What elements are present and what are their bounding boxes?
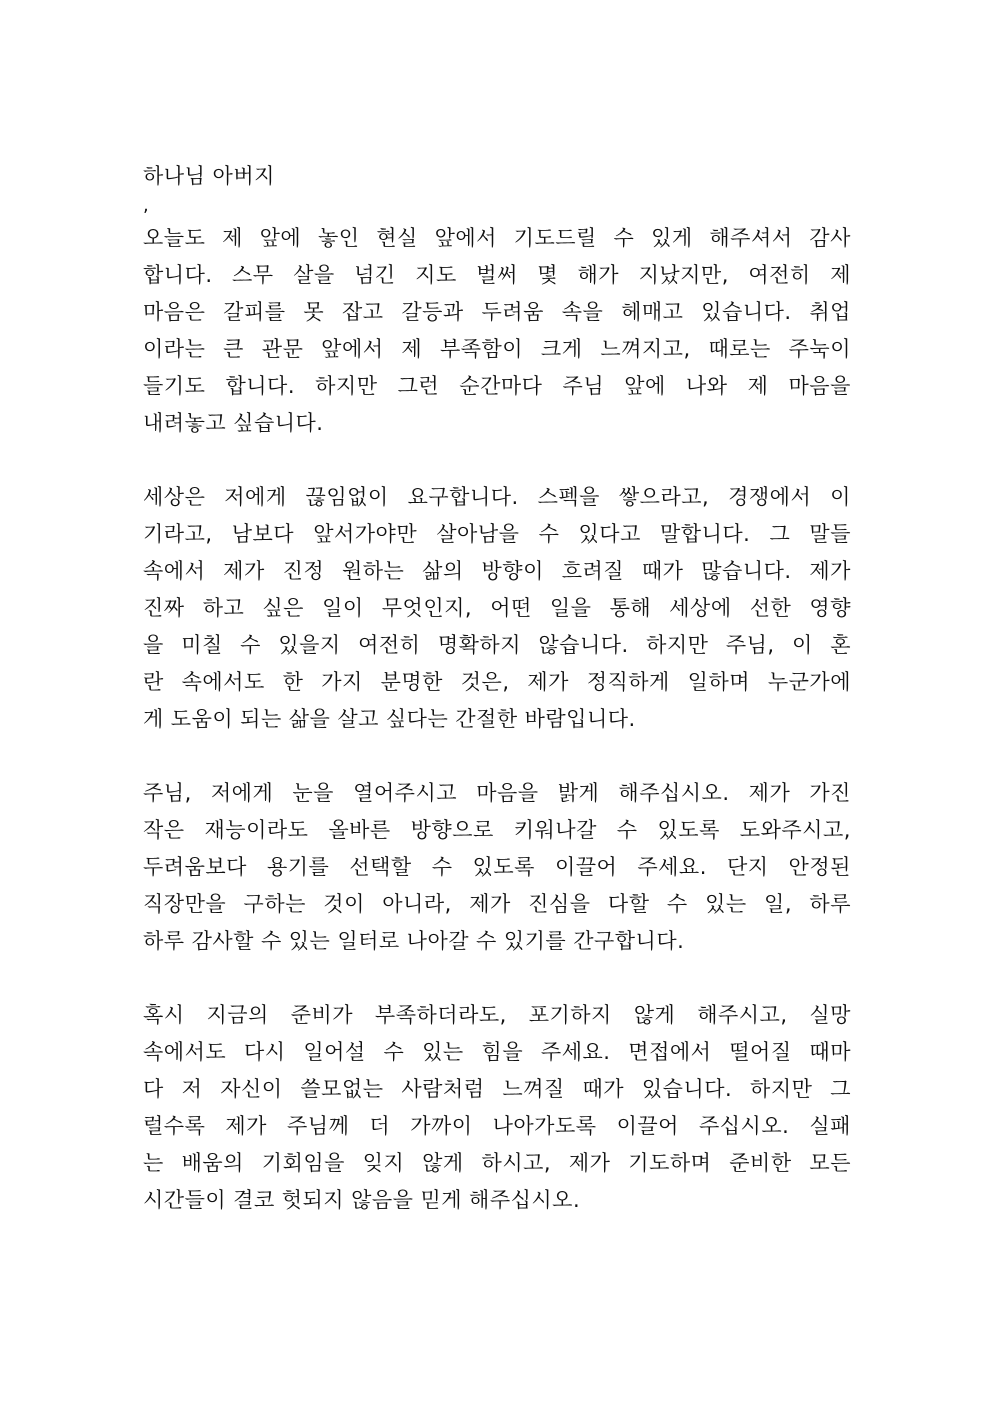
word: 살을 [293, 263, 335, 287]
word: 때가 [582, 1077, 625, 1101]
word: 모든 [809, 1151, 851, 1175]
word: 수 [666, 892, 688, 916]
word: 자신이 [220, 1077, 283, 1101]
word: 많습니다. [701, 559, 792, 583]
word: 그 [830, 1077, 851, 1101]
word: 는 [143, 1151, 164, 1175]
word: 않게 [422, 1151, 464, 1175]
word: 간절한 [455, 707, 518, 731]
text-line [143, 1071, 851, 1108]
text-line [143, 1108, 851, 1145]
word: 제가 [527, 670, 569, 694]
word: 감사 [809, 226, 851, 250]
word: 을 [143, 633, 164, 657]
word: 갈등과 [401, 300, 464, 324]
word: 미칠 [181, 633, 223, 657]
text-line [143, 516, 851, 553]
word: 것은, [460, 670, 510, 694]
word: 수 [538, 522, 560, 546]
word: 관문 [261, 337, 304, 361]
word: 제 [401, 337, 423, 361]
paragraph-gap [143, 738, 851, 775]
text-line [143, 1145, 851, 1182]
paragraph-list [143, 220, 851, 1219]
word: 준비가 [290, 1003, 354, 1027]
word: 수 [383, 1040, 405, 1064]
word: 바람입니다. [524, 707, 636, 731]
word: 경쟁에서 [728, 485, 812, 509]
word: 다 [143, 1077, 164, 1101]
word: 시간들이 [143, 1188, 227, 1212]
word: 넘긴 [354, 263, 396, 287]
word: 합니다. [143, 263, 213, 287]
word: 앞에 [259, 226, 302, 250]
word: 수 [476, 929, 497, 953]
word: 오늘도 [143, 226, 206, 250]
word: 진짜 [143, 596, 185, 620]
word: 하고 [202, 596, 245, 620]
word: 게 [143, 707, 164, 731]
word: 주님, [143, 781, 192, 805]
word: 느껴지고, [600, 337, 691, 361]
word: 앞에서 [434, 226, 497, 250]
word: 나아가도록 [492, 1114, 597, 1138]
word: 기회임을 [261, 1151, 345, 1175]
word: 때마 [809, 1040, 851, 1064]
word: 못 [303, 300, 325, 324]
word: 있기를 [503, 929, 567, 953]
word: 하루 [143, 929, 185, 953]
word: 몇 [537, 263, 559, 287]
word: 정직하게 [586, 670, 670, 694]
word: 수 [260, 929, 282, 953]
word: 주십시오. [698, 1114, 790, 1138]
word: 있게 [651, 226, 693, 250]
word: 결코 [233, 1188, 275, 1212]
word: 마음은 [143, 300, 206, 324]
word: 아니라, [382, 892, 452, 916]
word: 어떤 [490, 596, 532, 620]
word: 순간마다 [459, 374, 543, 398]
word: 여전히 [358, 633, 421, 657]
word: 놓인 [317, 226, 360, 250]
word: 흐려질 [561, 559, 625, 583]
word: 제가 [809, 559, 851, 583]
word: 무엇인지, [381, 596, 473, 620]
word: 하루 [809, 892, 851, 916]
word: 때가 [641, 559, 684, 583]
word: 방향이 [481, 559, 544, 583]
paragraph-gap [143, 442, 851, 479]
word: 해주셔서 [709, 226, 793, 250]
word: 눈을 [292, 781, 334, 805]
word: 하지만 [750, 1077, 813, 1101]
word: 제 [830, 263, 851, 287]
word: 도움이 [170, 707, 234, 731]
word: 수 [240, 633, 261, 657]
word: 영향 [809, 596, 851, 620]
text-line [143, 257, 851, 294]
paragraph-gap [143, 960, 851, 997]
word: 실망 [809, 1003, 851, 1027]
word: 속에서도 [181, 670, 265, 694]
word: 하지만 [315, 374, 378, 398]
word: 수 [613, 226, 635, 250]
word: 하지만 [646, 633, 709, 657]
word: 명확하지 [437, 633, 521, 657]
word: 있습니다. [641, 1077, 733, 1101]
word: 구하는 [243, 892, 306, 916]
word: 제가 [568, 1151, 611, 1175]
word: 있다고 [578, 522, 641, 546]
word: 떨어질 [729, 1040, 792, 1064]
word: 준비한 [729, 1151, 792, 1175]
word: 내려놓고 [143, 411, 227, 435]
word: 더 [369, 1114, 391, 1138]
word: 말합니다. [660, 522, 751, 546]
word: 선택할 [349, 855, 412, 879]
word: 제 [222, 226, 243, 250]
word: 럴수록 [143, 1114, 206, 1138]
word: 감사할 [191, 929, 254, 953]
word: 진정 [282, 559, 325, 583]
word: 면접에서 [628, 1040, 712, 1064]
word: 기도드릴 [513, 226, 597, 250]
word: 저에게 [224, 485, 287, 509]
word: 안정된 [788, 855, 851, 879]
word: 열어주시고 [353, 781, 458, 805]
word: 있습니다. [701, 300, 792, 324]
word: 앞에서 [321, 337, 384, 361]
word: 방향으로 [410, 818, 494, 842]
word: 일, [764, 892, 793, 916]
word: 일터로 [337, 929, 400, 953]
word: 있도록 [657, 818, 720, 842]
word: 속에서 [143, 559, 206, 583]
word: 주님, [725, 633, 775, 657]
word: 해가 [577, 263, 620, 287]
word: 마음을 [476, 781, 539, 805]
text-line [143, 220, 851, 257]
word: 가진 [809, 781, 851, 805]
text-line [143, 331, 851, 368]
word: 저 [181, 1077, 203, 1101]
word: 크게 [540, 337, 583, 361]
text-line [143, 1034, 851, 1071]
text-line [143, 1182, 851, 1219]
word: 이 [792, 633, 813, 657]
word: 있는 [705, 892, 747, 916]
title-comma: , [143, 195, 149, 216]
text-line [143, 849, 851, 886]
word: 합니다. [225, 374, 296, 398]
word: 스무 [232, 263, 274, 287]
word: 제가 [225, 1114, 267, 1138]
word: 다할 [607, 892, 650, 916]
text-line [143, 368, 851, 405]
word: 해주십시오. [469, 1188, 581, 1212]
word: 현실 [376, 226, 418, 250]
word: 사람처럼 [401, 1077, 485, 1101]
word: 취업 [809, 300, 851, 324]
word: 혼 [830, 633, 851, 657]
word: 있을지 [278, 633, 341, 657]
word: 수 [431, 855, 453, 879]
word: 수 [616, 818, 638, 842]
word: 않게 [633, 1003, 676, 1027]
word: 저에게 [210, 781, 274, 805]
word: 통해 [609, 596, 652, 620]
word: 한 [282, 670, 304, 694]
word: 속을 [561, 300, 604, 324]
word: 이끌어 [554, 855, 618, 879]
word: 기도하며 [628, 1151, 712, 1175]
word: 않음을 [351, 1188, 414, 1212]
word: 올바른 [328, 818, 391, 842]
word: 해주십시오. [618, 781, 730, 805]
word: 나와 [685, 374, 728, 398]
word: 간구합니다. [573, 929, 685, 953]
text-line [143, 775, 851, 812]
text-line [143, 997, 851, 1034]
word: 일을 [549, 596, 592, 620]
word: 삶을 [288, 707, 331, 731]
word: 주세요. [637, 855, 707, 879]
text-line [143, 405, 851, 442]
paragraph [143, 997, 851, 1219]
word: 그 [769, 522, 791, 546]
word: 되는 [240, 707, 282, 731]
word: 기라고, [143, 522, 213, 546]
word: 세상에 [669, 596, 732, 620]
word: 않습니다. [538, 633, 629, 657]
word: 말들 [809, 522, 851, 546]
word: 잡고 [341, 300, 384, 324]
document-body [143, 158, 851, 1219]
word: 싶다는 [385, 707, 449, 731]
word: 다시 [243, 1040, 286, 1064]
word: 단지 [726, 855, 769, 879]
word: 살고 [337, 707, 379, 731]
text-line [143, 923, 851, 960]
word: 가지 [321, 670, 363, 694]
word: 헤매고 [621, 300, 684, 324]
word: 선한 [749, 596, 792, 620]
word: 나아갈 [406, 929, 470, 953]
word: 싶은 [262, 596, 304, 620]
word: 진심을 [528, 892, 591, 916]
word: 삶의 [422, 559, 464, 583]
word: 일이 [322, 596, 364, 620]
word: 하시고, [481, 1151, 552, 1175]
word: 누군가에 [767, 670, 851, 694]
word: 싶습니다. [233, 411, 324, 435]
word: 여전히 [748, 263, 811, 287]
word: 실패 [809, 1114, 851, 1138]
word: 앞에 [624, 374, 666, 398]
word: 혹시 [143, 1003, 185, 1027]
word: 밝게 [557, 781, 600, 805]
word: 속에서도 [143, 1040, 227, 1064]
word: 때로는 [708, 337, 771, 361]
word: 지금의 [206, 1003, 269, 1027]
text-line [143, 590, 851, 627]
word: 해주시고, [697, 1003, 788, 1027]
word: 갈피를 [223, 300, 286, 324]
word: 것이 [323, 892, 365, 916]
word: 힘을 [481, 1040, 524, 1064]
word: 느껴질 [502, 1077, 565, 1101]
word: 들기도 [143, 374, 206, 398]
text-line [143, 812, 851, 849]
word: 쌓으라고, [618, 485, 710, 509]
word: 란 [143, 670, 164, 694]
word: 살아남을 [436, 522, 520, 546]
word: 스펙을 [537, 485, 600, 509]
word: 두려움보다 [143, 855, 247, 879]
word: 주님 [562, 374, 605, 398]
word: 있도록 [472, 855, 535, 879]
word: 직장만을 [143, 892, 227, 916]
text-line [143, 479, 851, 516]
word: 제가 [748, 781, 791, 805]
word: 있는 [422, 1040, 464, 1064]
word: 이끌어 [616, 1114, 679, 1138]
word: 그런 [397, 374, 440, 398]
text-line [143, 627, 851, 664]
word: 재능이라도 [204, 818, 309, 842]
word: 도와주시고, [739, 818, 851, 842]
word: 가까이 [410, 1114, 473, 1138]
word: 앞서가야만 [313, 522, 418, 546]
word: 두려움 [481, 300, 544, 324]
word: 쓸모없는 [300, 1077, 384, 1101]
paragraph [143, 220, 851, 442]
word: 부족하더라도, [374, 1003, 507, 1027]
word: 믿게 [420, 1188, 463, 1212]
text-line [143, 701, 851, 738]
word: 지도 [415, 263, 457, 287]
word: 헛되지 [281, 1188, 345, 1212]
word: 용기를 [266, 855, 330, 879]
word: 지났지만, [638, 263, 729, 287]
word: 키워나갈 [513, 818, 597, 842]
word: 벌써 [476, 263, 518, 287]
text-line [143, 553, 851, 590]
word: 원하는 [341, 559, 405, 583]
word: 남보다 [231, 522, 295, 546]
word: 포기하지 [528, 1003, 612, 1027]
word: 마음을 [788, 374, 851, 398]
word: 주님께 [287, 1114, 350, 1138]
word: 요구합니다. [407, 485, 519, 509]
text-line [143, 886, 851, 923]
word: 부족함이 [439, 337, 524, 361]
word: 제가 [223, 559, 265, 583]
paragraph [143, 775, 851, 960]
word: 잊지 [362, 1151, 405, 1175]
word: 분명한 [380, 670, 443, 694]
word: 주눅이 [788, 337, 851, 361]
word: 주세요. [540, 1040, 611, 1064]
word: 큰 [223, 337, 244, 361]
word: 이 [830, 485, 851, 509]
word: 배움의 [181, 1151, 244, 1175]
word: 제 [747, 374, 769, 398]
word: 일하며 [687, 670, 751, 694]
word: 있는 [288, 929, 331, 953]
text-line [143, 664, 851, 701]
word: 일어설 [303, 1040, 366, 1064]
word: 이라는 [143, 337, 206, 361]
word: 작은 [143, 818, 185, 842]
word: 세상은 [143, 485, 206, 509]
text-line [143, 294, 851, 331]
document-title: 하나님 아버지 [143, 164, 275, 188]
word: 제가 [469, 892, 511, 916]
word: 끊임없이 [305, 485, 389, 509]
paragraph [143, 479, 851, 738]
